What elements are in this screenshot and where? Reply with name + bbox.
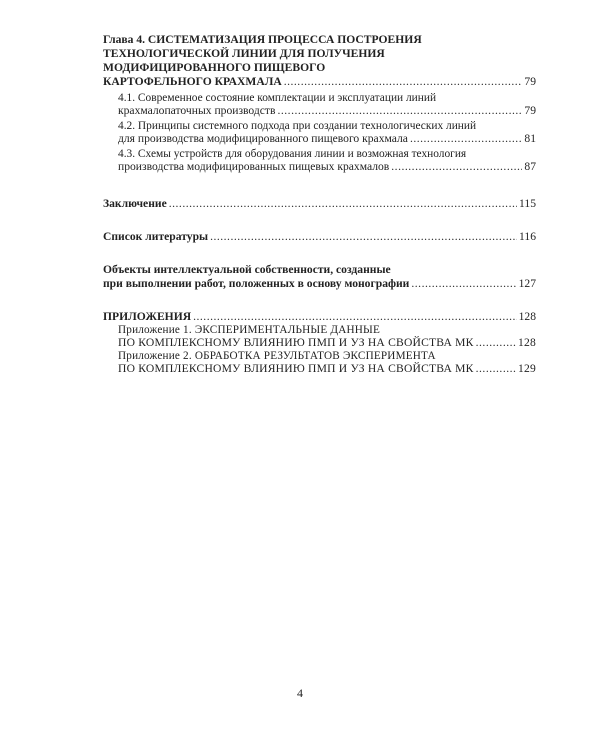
- appendix-title-line: Приложение 2. ОБРАБОТКА РЕЗУЛЬТАТОВ ЭКСПЕРИМЕНТА: [118, 350, 436, 362]
- page-ref: 87: [524, 160, 536, 173]
- chapter-title-line: МОДИФИЦИРОВАННОГО ПИЩЕВОГО: [103, 61, 326, 74]
- page-ref: 128: [518, 336, 536, 349]
- page-ref: 81: [524, 132, 536, 145]
- toc-entry-intellectual-property: [103, 263, 536, 291]
- toc-entry-references: [103, 230, 536, 244]
- section-title-line: 4.2. Принципы системного подхода при создании технологических линий: [118, 120, 477, 132]
- chapter-title-line: КАРТОФЕЛЬНОГО КРАХМАЛА: [103, 75, 282, 88]
- section-title-line: 4.3. Схемы устройств для оборудования линии и возможная технология: [118, 148, 467, 160]
- appendix-title-last-line: [118, 362, 536, 376]
- section-title-last-line: [118, 160, 536, 174]
- section-title-line: крахмалопаточных производств: [118, 104, 276, 117]
- section-title-line: 4.1. Современное состояние комплектации и эксплуатации линий: [118, 92, 437, 104]
- entry-title: Список литературы: [103, 230, 209, 243]
- page-number: 4: [297, 686, 303, 700]
- page-ref: 115: [519, 197, 536, 210]
- entry-title: Заключение: [103, 197, 167, 210]
- page-ref: 127: [518, 277, 536, 290]
- dot-leader: [169, 197, 517, 211]
- section-title-line: производства модифицированных пищевых крахмалов: [118, 160, 390, 173]
- chapter-title-last-line: [103, 75, 536, 89]
- section-title-last-line: [118, 104, 536, 118]
- appendix-title-last-line: [118, 336, 536, 350]
- toc-entry-section-4-1: [118, 92, 536, 118]
- appendix-title-line: ПО КОМПЛЕКСНОМУ ВЛИЯНИЮ ПМП И УЗ НА СВОЙСТВА МК: [118, 362, 474, 375]
- toc-entry-conclusion: [103, 197, 536, 211]
- dot-leader: [411, 277, 516, 291]
- toc-entry-section-4-2: [118, 120, 536, 146]
- entry-title-last-line: [103, 277, 536, 291]
- page-ref: 116: [519, 230, 536, 243]
- appendix-title-line: ПО КОМПЛЕКСНОМУ ВЛИЯНИЮ ПМП И УЗ НА СВОЙСТВА МК: [118, 336, 474, 349]
- page-ref: 79: [524, 75, 536, 88]
- chapter-title-line: Глава 4. СИСТЕМАТИЗАЦИЯ ПРОЦЕССА ПОСТРОЕНИЯ: [103, 33, 422, 46]
- entry-title-line: Объекты интеллектуальной собственности, созданные: [103, 263, 391, 276]
- dot-leader: [410, 132, 522, 146]
- chapter-title-line: ТЕХНОЛОГИЧЕСКОЙ ЛИНИИ ДЛЯ ПОЛУЧЕНИЯ: [103, 47, 385, 60]
- entry-title-line: при выполнении работ, положенных в основу монографии: [103, 277, 410, 290]
- section-title-line: для производства модифицированного пищевого крахмала: [118, 132, 408, 145]
- toc-entry-section-4-3: [118, 148, 536, 174]
- toc-entry-appendix-1: [118, 324, 536, 350]
- dot-leader: [210, 230, 517, 244]
- toc-entry-appendix-2: [118, 350, 536, 376]
- toc-entry-appendices: [103, 310, 536, 324]
- dot-leader: [391, 160, 522, 174]
- toc-entry-chapter-4: [103, 33, 536, 89]
- dot-leader: [476, 362, 516, 376]
- entry-title: ПРИЛОЖЕНИЯ: [103, 310, 192, 323]
- page-ref: 128: [518, 310, 536, 323]
- table-of-contents: [103, 33, 536, 376]
- page-ref: 129: [518, 362, 536, 375]
- dot-leader: [277, 104, 522, 118]
- appendix-title-line: Приложение 1. ЭКСПЕРИМЕНТАЛЬНЫЕ ДАННЫЕ: [118, 324, 381, 336]
- section-title-last-line: [118, 132, 536, 146]
- dot-leader: [476, 336, 516, 350]
- page-ref: 79: [524, 104, 536, 117]
- dot-leader: [193, 310, 517, 324]
- dot-leader: [284, 75, 523, 89]
